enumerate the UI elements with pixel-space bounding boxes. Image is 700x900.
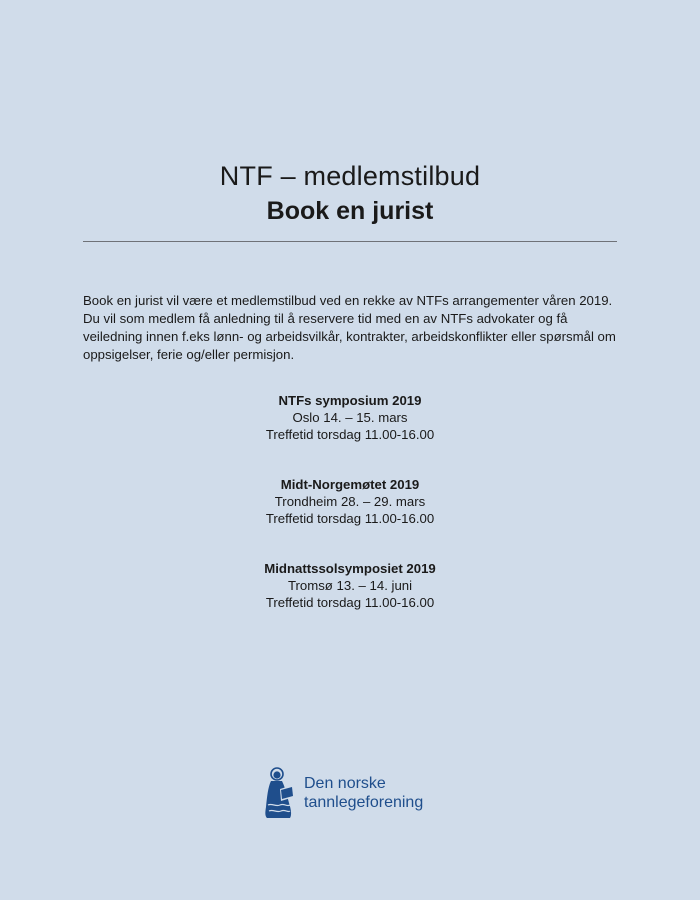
event-item (0, 560, 700, 611)
event-time: Treffetid torsdag 11.00-16.00 (265, 427, 435, 442)
event-name: Midnattssolsymposiet 2019 (264, 561, 436, 576)
event-name: NTFs symposium 2019 (278, 393, 422, 408)
intro-paragraph: Book en jurist vil være et medlemstilbud ved en rekke av NTFs arrangementer våren 2019. Du vil som medlem få anledning til å reservere tid med en av NTFs advokater og få veiledning innen f.eks lønn- og arbeidsvilkår, kontrakter, arbeidskonflikter eller spørsmål om oppsigelser, ferie og/eller permisjon. (83, 293, 616, 362)
logo-text (304, 774, 423, 812)
event-place: Tromsø 13. – 14. juni (287, 578, 413, 593)
event-name: Midt-Norgemøtet 2019 (280, 477, 420, 492)
saint-emblem-icon (262, 767, 296, 819)
event-place: Oslo 14. – 15. mars (292, 410, 408, 425)
divider (83, 241, 617, 242)
page-subtitle: Book en jurist (266, 197, 434, 225)
event-list (0, 392, 700, 644)
event-item (0, 392, 700, 443)
logo-line-2: tannlegeforening (304, 794, 424, 811)
header (0, 158, 700, 228)
page-title: NTF – medlemstilbud (219, 161, 481, 191)
event-item (0, 476, 700, 527)
logo-line-1: Den norske (304, 775, 386, 792)
event-time: Treffetid torsdag 11.00-16.00 (265, 511, 435, 526)
event-place: Trondheim 28. – 29. mars (274, 494, 426, 509)
event-time: Treffetid torsdag 11.00-16.00 (265, 595, 435, 610)
organization-logo (262, 767, 423, 819)
